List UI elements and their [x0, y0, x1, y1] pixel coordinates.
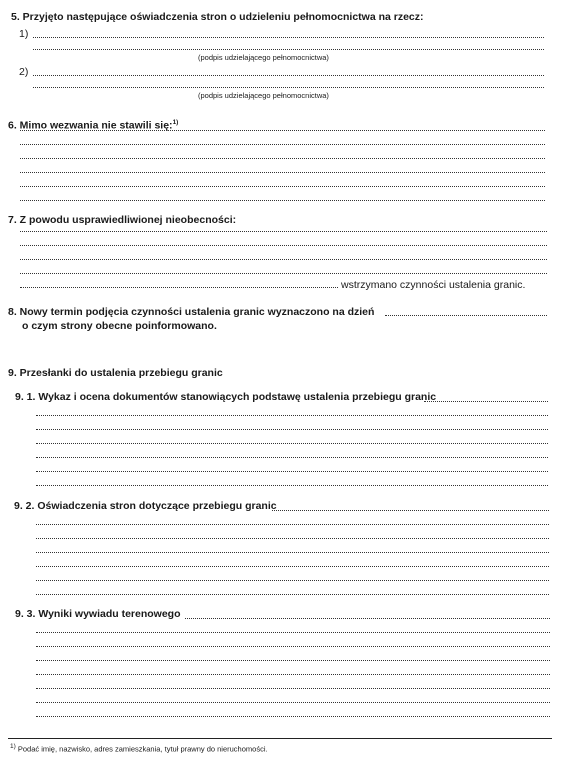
section-9-3-heading-fill[interactable]	[185, 618, 550, 619]
footnote-ref: 1)	[172, 119, 179, 126]
section-6-line[interactable]	[20, 186, 545, 187]
section-5-item-2-fill-line[interactable]	[33, 75, 544, 76]
footnote	[10, 742, 268, 754]
section-5-item-1-fill-line-2[interactable]	[33, 49, 544, 50]
section-6-line[interactable]	[20, 130, 545, 131]
section-9-2-line[interactable]	[36, 566, 549, 567]
section-5-item-2-label: 2)	[19, 66, 29, 78]
section-7-line[interactable]	[20, 245, 547, 246]
section-5-item-2-fill-line-2[interactable]	[33, 87, 544, 88]
section-9-3-line[interactable]	[36, 660, 550, 661]
section-9-2-heading: 9. 2. Oświadczenia stron dotyczące przebiegu granic	[14, 500, 277, 512]
section-9-2-line[interactable]	[36, 524, 549, 525]
footnote-text: Podać imię, nazwisko, adres zamieszkania, tytuł prawny do nieruchomości.	[17, 744, 268, 754]
footnote-mark: 1)	[10, 743, 16, 750]
section-9-1-line[interactable]	[36, 415, 548, 416]
section-6-line[interactable]	[20, 158, 545, 159]
section-9-1-heading-fill[interactable]	[424, 401, 548, 402]
section-9-2-line[interactable]	[36, 552, 549, 553]
section-9-3-line[interactable]	[36, 716, 550, 717]
section-9-3-line[interactable]	[36, 688, 550, 689]
section-5-heading: 5. Przyjęto następujące oświadczenia stron o udzieleniu pełnomocnictwa na rzecz:	[11, 11, 424, 23]
section-6-line[interactable]	[20, 200, 545, 201]
section-7-line[interactable]	[20, 273, 547, 274]
section-7-suffix: wstrzymano czynności ustalenia granic.	[341, 279, 526, 291]
section-7-line[interactable]	[20, 231, 547, 232]
section-9-2-heading-fill[interactable]	[272, 510, 549, 511]
section-7-heading: 7. Z powodu usprawiedliwionej nieobecności:	[8, 214, 237, 226]
section-6-line[interactable]	[20, 172, 545, 173]
section-5-item-1-label: 1)	[19, 28, 29, 40]
section-8-line-1: 8. Nowy termin podjęcia czynności ustalenia granic wyznaczono na dzień	[8, 306, 375, 318]
section-9-2-line[interactable]	[36, 594, 549, 595]
section-9-1-line[interactable]	[36, 443, 548, 444]
section-8-line-2: o czym strony obecne poinformowano.	[22, 320, 217, 332]
section-9-3-heading: 9. 3. Wyniki wywiadu terenowego	[15, 608, 181, 620]
signature-caption-2: (podpis udzielającego pełnomocnictwa)	[198, 91, 329, 100]
section-9-3-line[interactable]	[36, 632, 550, 633]
signature-caption-1: (podpis udzielającego pełnomocnictwa)	[198, 53, 329, 62]
section-9-3-line[interactable]	[36, 702, 550, 703]
section-9-3-line[interactable]	[36, 646, 550, 647]
section-9-1-line[interactable]	[36, 457, 548, 458]
section-6-line[interactable]	[20, 144, 545, 145]
section-6-heading-text: 6. Mimo wezwania nie stawili się:	[8, 119, 173, 132]
section-9-2-line[interactable]	[36, 580, 549, 581]
section-9-2-line[interactable]	[36, 538, 549, 539]
section-9-1-heading: 9. 1. Wykaz i ocena dokumentów stanowiących podstawę ustalenia przebiegu granic	[15, 391, 437, 403]
section-9-1-line[interactable]	[36, 485, 548, 486]
section-9-3-line[interactable]	[36, 674, 550, 675]
footnote-separator	[8, 738, 552, 739]
section-9-1-line[interactable]	[36, 429, 548, 430]
section-9-1-line[interactable]	[36, 471, 548, 472]
section-9-heading: 9. Przesłanki do ustalenia przebiegu granic	[8, 367, 223, 379]
section-5-item-1-fill-line[interactable]	[33, 37, 544, 38]
section-7-line[interactable]	[20, 259, 547, 260]
section-7-last-line[interactable]	[20, 287, 338, 288]
section-8-date-field[interactable]	[385, 315, 547, 316]
